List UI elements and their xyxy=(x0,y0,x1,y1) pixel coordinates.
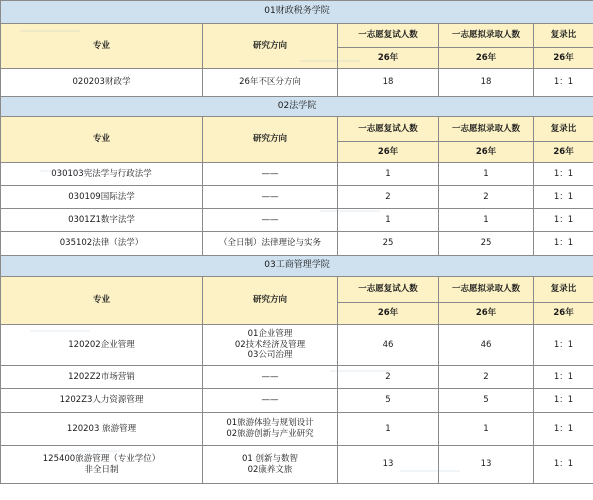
cell-retest: 1 xyxy=(338,163,439,186)
table-row xyxy=(1,209,593,232)
header-admit: 一志愿拟录取人数 xyxy=(439,24,534,48)
cell-major xyxy=(1,186,203,209)
table-row xyxy=(1,325,593,366)
section-title: 02法学院 xyxy=(1,97,593,117)
cell-ratio: 1：1 xyxy=(534,366,593,389)
cell-admit: 2 xyxy=(439,366,534,389)
cell-admit: 2 xyxy=(439,186,534,209)
cell-major xyxy=(1,232,203,256)
major-line: 0301Z1数字法学 xyxy=(68,214,135,225)
header-major: 专业 xyxy=(1,24,203,69)
major-line: 035102法律（法学） xyxy=(59,238,144,249)
major-line: 非全日制 xyxy=(84,464,119,475)
direction-line: 01 创新与数智 xyxy=(241,453,299,464)
cell-admit: 13 xyxy=(439,446,534,484)
year-label: 26年 xyxy=(534,303,593,325)
direction-line: 26年不区分方向 xyxy=(239,77,301,88)
direction-line: 02康养文旅 xyxy=(247,464,293,475)
header-ratio: 复录比 xyxy=(534,277,593,303)
table-row xyxy=(1,232,593,256)
cell-retest: 46 xyxy=(338,325,439,366)
year-label: 26年 xyxy=(439,48,534,69)
direction-line: —— xyxy=(261,168,279,179)
direction-line: 02旅游创新与产业研究 xyxy=(226,429,314,439)
section-title: 03工商管理学院 xyxy=(1,256,593,277)
year-label: 26年 xyxy=(338,48,439,69)
cell-direction xyxy=(203,69,338,97)
direction-line: —— xyxy=(261,191,279,202)
table-row xyxy=(1,446,593,484)
cell-direction xyxy=(203,446,338,484)
cell-direction xyxy=(203,163,338,186)
direction-line: 01企业管理 xyxy=(247,329,293,340)
cell-admit: 5 xyxy=(439,389,534,413)
cell-ratio: 1：1 xyxy=(534,69,593,97)
year-label: 26年 xyxy=(439,303,534,325)
header-direction: 研究方向 xyxy=(203,117,338,163)
cell-admit: 46 xyxy=(439,325,534,366)
major-line: 120203 旅游管理 xyxy=(66,423,137,434)
header-direction: 研究方向 xyxy=(203,277,338,325)
table-row xyxy=(1,186,593,209)
cell-major xyxy=(1,366,203,389)
header-major: 专业 xyxy=(1,117,203,163)
cell-direction xyxy=(203,186,338,209)
table-row xyxy=(1,413,593,446)
table-row xyxy=(1,69,593,97)
header-row xyxy=(1,277,593,303)
header-retest: 一志愿复试人数 xyxy=(338,24,439,48)
cell-retest: 1 xyxy=(338,413,439,446)
cell-admit: 1 xyxy=(439,413,534,446)
cell-major xyxy=(1,446,203,484)
cell-direction xyxy=(203,389,338,413)
cell-direction xyxy=(203,232,338,256)
direction-line: —— xyxy=(261,214,279,225)
major-line: 1202Z3人力资源管理 xyxy=(59,395,144,406)
header-direction: 研究方向 xyxy=(203,24,338,69)
year-label: 26年 xyxy=(338,142,439,163)
cell-retest: 5 xyxy=(338,389,439,413)
year-label: 26年 xyxy=(534,142,593,163)
major-line: 030109国际法学 xyxy=(68,191,135,202)
cell-ratio: 1：1 xyxy=(534,163,593,186)
direction-line: （全日制）法律理论与实务 xyxy=(218,238,321,249)
major-line: 125400旅游管理（专业学位） xyxy=(42,453,161,464)
cell-retest: 18 xyxy=(338,69,439,97)
direction-line: 01旅游体验与规划设计 xyxy=(226,418,314,429)
header-retest: 一志愿复试人数 xyxy=(338,277,439,303)
cell-retest: 2 xyxy=(338,366,439,389)
cell-ratio: 1：1 xyxy=(534,446,593,484)
cell-major xyxy=(1,389,203,413)
table-row xyxy=(1,389,593,413)
cell-admit: 25 xyxy=(439,232,534,256)
table-row xyxy=(1,366,593,389)
header-ratio: 复录比 xyxy=(534,117,593,142)
cell-retest: 2 xyxy=(338,186,439,209)
cell-ratio: 1：1 xyxy=(534,325,593,366)
cell-major xyxy=(1,325,203,366)
cell-major xyxy=(1,209,203,232)
direction-line: 02技术经济及管理 xyxy=(234,339,306,350)
direction-line: —— xyxy=(261,395,279,406)
section-title-row xyxy=(1,97,593,117)
cell-admit: 1 xyxy=(439,209,534,232)
cell-ratio: 1：1 xyxy=(534,389,593,413)
cell-direction xyxy=(203,325,338,366)
cell-admit: 18 xyxy=(439,69,534,97)
section-title: 01财政税务学院 xyxy=(1,1,593,24)
year-label: 26年 xyxy=(338,303,439,325)
header-admit: 一志愿拟录取人数 xyxy=(439,117,534,142)
major-line: 1202Z2市场营销 xyxy=(68,371,135,382)
year-label: 26年 xyxy=(439,142,534,163)
cell-major xyxy=(1,413,203,446)
direction-line: 03公司治理 xyxy=(247,350,293,361)
cell-retest: 1 xyxy=(338,209,439,232)
cell-retest: 25 xyxy=(338,232,439,256)
major-line: 030103宪法学与行政法学 xyxy=(51,168,152,179)
cell-major xyxy=(1,69,203,97)
major-line: 020203财政学 xyxy=(72,77,131,88)
table-row xyxy=(1,163,593,186)
header-admit: 一志愿拟录取人数 xyxy=(439,277,534,303)
header-major: 专业 xyxy=(1,277,203,325)
cell-admit: 1 xyxy=(439,163,534,186)
cell-ratio: 1：1 xyxy=(534,186,593,209)
cell-direction xyxy=(203,209,338,232)
cell-ratio: 1：1 xyxy=(534,232,593,256)
cell-ratio: 1：1 xyxy=(534,413,593,446)
section-title-row xyxy=(1,256,593,277)
header-ratio: 复录比 xyxy=(534,24,593,48)
direction-line: —— xyxy=(261,371,279,382)
cell-ratio: 1：1 xyxy=(534,209,593,232)
cell-retest: 13 xyxy=(338,446,439,484)
cell-direction xyxy=(203,413,338,446)
header-row xyxy=(1,24,593,48)
cell-direction xyxy=(203,366,338,389)
header-row xyxy=(1,117,593,142)
section-title-row xyxy=(1,1,593,24)
major-line: 120202企业管理 xyxy=(68,339,135,350)
cell-major xyxy=(1,163,203,186)
year-label: 26年 xyxy=(534,48,593,69)
header-retest: 一志愿复试人数 xyxy=(338,117,439,142)
